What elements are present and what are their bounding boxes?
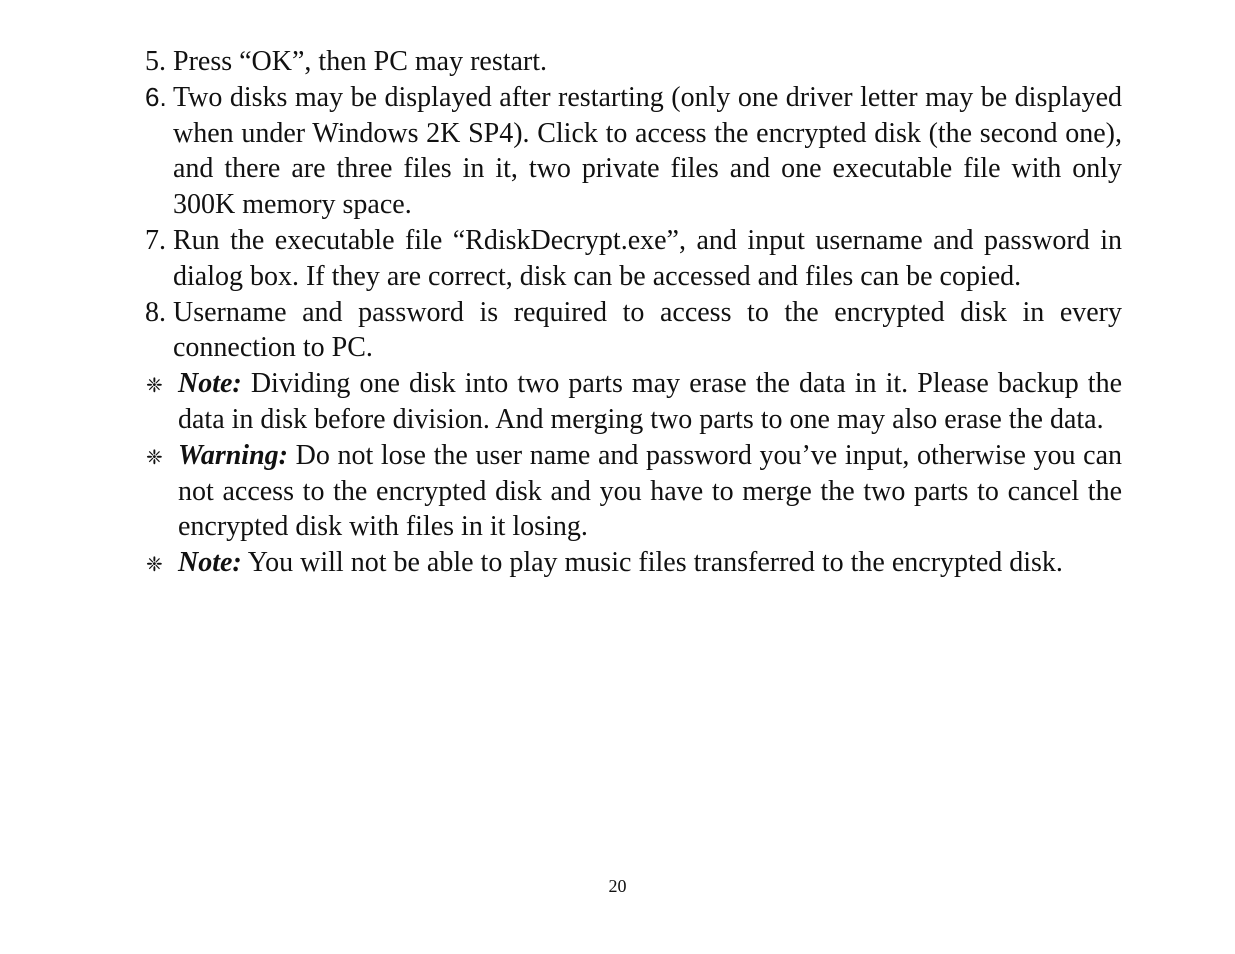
- sparkle-bullet-icon: ❈: [146, 552, 163, 577]
- page-number: 20: [608, 876, 627, 896]
- step-6: [145, 80, 1122, 223]
- note-text: You will not be able to play music files transferred to the encrypted disk.: [241, 547, 1063, 579]
- warning-label: Warning:: [178, 439, 288, 471]
- step-number: 6.: [145, 81, 167, 112]
- step-text: Two disks may be displayed after restarting (only one driver letter may be displayed when under Windows 2K SP4). Click to access the encrypted disk (the second one), and there are three files in it, two private files and one executable file with only 300K memory space.: [173, 81, 1122, 221]
- step-8: [145, 295, 1122, 367]
- step-text: Press “OK”, then PC may restart.: [173, 46, 548, 77]
- note-label: Note:: [178, 368, 242, 400]
- step-number: 7.: [145, 224, 166, 256]
- step-number: 8.: [145, 296, 166, 328]
- step-text: Username and password is required to access to the encrypted disk in every connection to PC.: [173, 296, 1122, 364]
- sparkle-bullet-icon: ❈: [146, 444, 163, 469]
- step-number: 5.: [145, 46, 166, 77]
- instructions-content: [145, 44, 1122, 581]
- step-7: [145, 223, 1122, 295]
- warning-text: Do not lose the user name and password you’ve input, otherwise you can not access to the encrypted disk and you have to merge the two parts to cancel the encrypted disk with files in it losing.: [178, 439, 1122, 543]
- note-dividing-disk: [145, 366, 1122, 438]
- sparkle-bullet-icon: ❈: [146, 373, 163, 398]
- note-music-files: [145, 545, 1122, 581]
- step-text: Run the executable file “RdiskDecrypt.exe”, and input username and password in dialog box. If they are correct, disk can be accessed and files can be copied.: [173, 224, 1122, 292]
- warning-credentials: [145, 438, 1122, 545]
- step-5: [145, 44, 1122, 80]
- note-label: Note:: [178, 547, 242, 579]
- note-text: Dividing one disk into two parts may erase the data in it. Please backup the data in disk before division. And merging two parts to one may also erase the data.: [178, 368, 1122, 435]
